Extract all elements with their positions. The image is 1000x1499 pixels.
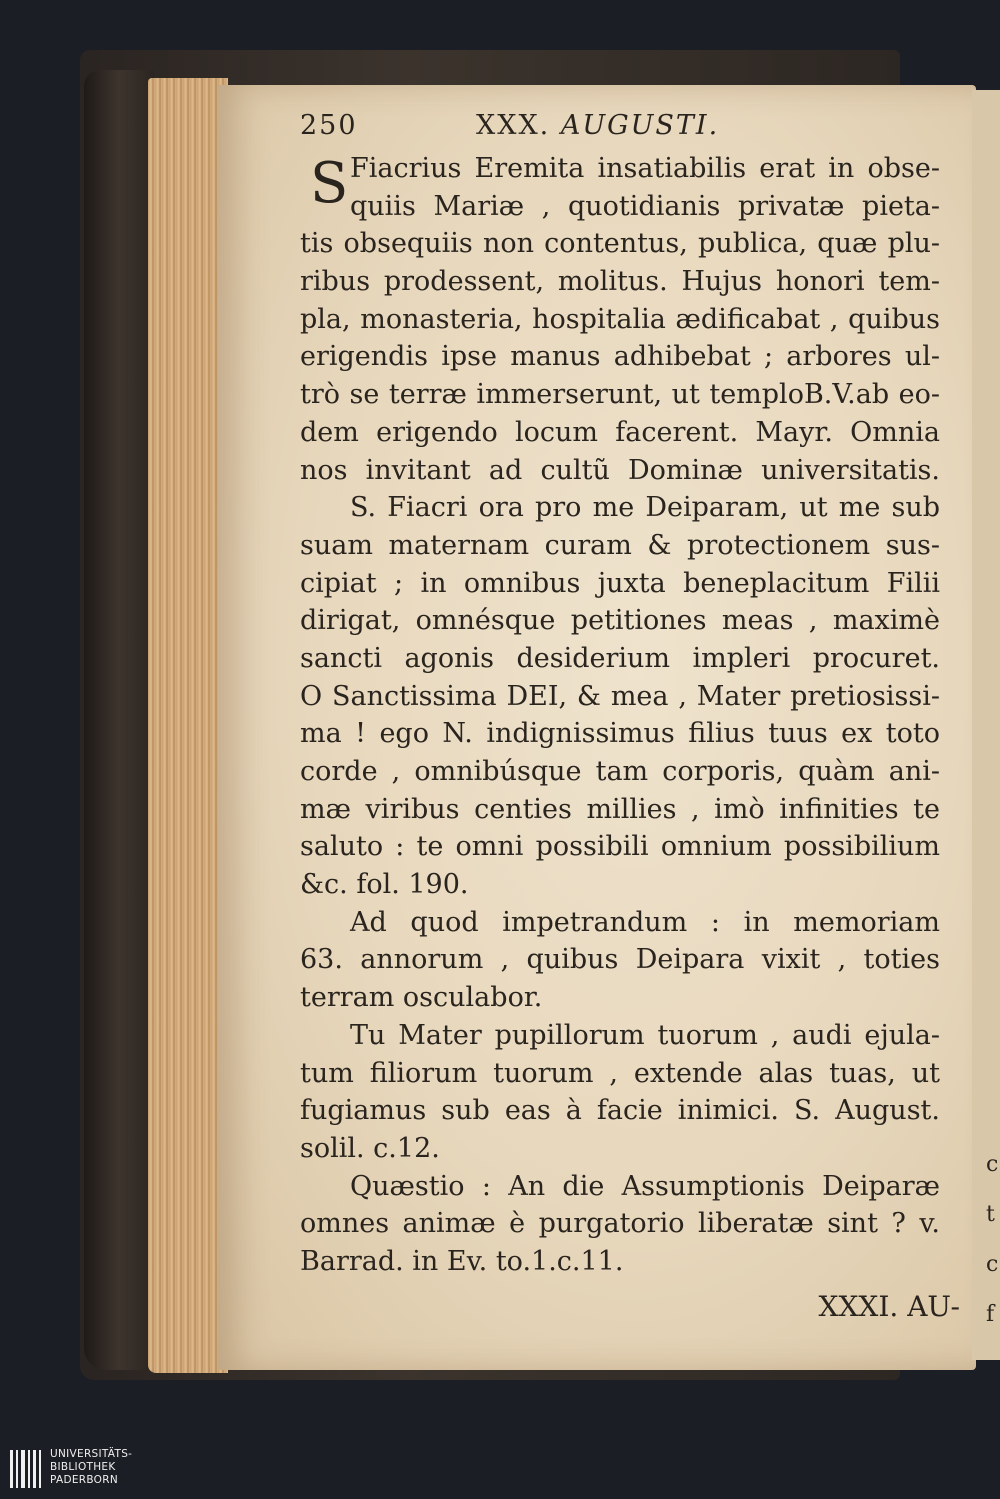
text-line: erigendis ipse manus adhibebat ; arbores ul- (300, 341, 940, 373)
text-line: solil. c.12. (300, 1132, 440, 1164)
text-line: Tu Mater pupillorum tuorum , audi ejula- (350, 1019, 940, 1051)
text-line: tum filiorum tuorum , extende alas tuas, ut (300, 1057, 940, 1089)
text-line: quiis Mariæ , quotidianis privatæ pieta- (350, 190, 940, 222)
text-line: dem erigendo locum facerent. Mayr. Omnia (300, 416, 940, 448)
text-line: dirigat, omnésque petitiones meas , maximè (300, 605, 940, 637)
text-line: pla, monasteria, hospitalia ædificabat , quibus (300, 303, 940, 335)
text-line: suam maternam curam & protectionem sus- (300, 529, 940, 561)
text-line: mæ viribus centies millies , imò infinities te (300, 793, 940, 825)
page-title: XXX. AUGUSTI. (476, 110, 720, 141)
text-line: S. Fiacri ora pro me Deiparam, ut me sub (350, 492, 940, 524)
drop-capital: S (310, 151, 349, 216)
text-line: 63. annorum , quibus Deipara vixit , toties (300, 944, 940, 976)
text-line: saluto : te omni possibili omnium possibilium (300, 831, 940, 863)
text-line: Ad quod impetrandum : in memoriam (350, 906, 940, 938)
library-name: UNIVERSITÄTS- BIBLIOTHEK PADERBORN (50, 1448, 133, 1486)
text-line: tis obsequiis non contentus, publica, quæ plu- (300, 228, 940, 260)
text-line: Barrad. in Ev. to.1.c.11. (300, 1245, 624, 1277)
catchword: XXXI. AU- (818, 1290, 960, 1323)
text-line: fugiamus sub eas à facie inimici. S. August. (300, 1095, 940, 1127)
library-logo (10, 1448, 170, 1490)
facing-page-fragment: c t c f (986, 1152, 999, 1327)
text-line: omnes animæ è purgatorio liberatæ sint ? v. (300, 1208, 940, 1240)
text-line: nos invitant ad cultũ Dominæ universitatis. (300, 454, 940, 486)
library-logo-icon (10, 1450, 42, 1488)
text-line: corde , omnibúsque tam corporis, quàm ani- (300, 756, 940, 787)
text-line: Quæstio : An die Assumptionis Deiparæ (350, 1170, 940, 1202)
book-spine (84, 70, 154, 1370)
text-line: terram osculabor. (300, 982, 543, 1014)
page-text (300, 110, 940, 1281)
running-header (300, 110, 940, 150)
text-line: trò se terræ immerserunt, ut temploB.V.ab eo- (300, 379, 940, 411)
page-edges (148, 78, 228, 1373)
text-line: sancti agonis desiderium impleri procuret. (300, 642, 940, 674)
page-number: 250 (300, 110, 358, 141)
text-line: cipiat ; in omnibus juxta beneplacitum Filii (300, 567, 940, 599)
text-line: O Sanctissima DEI, & mea , Mater pretiosissi- (300, 680, 940, 712)
text-line: &c. fol. 190. (300, 869, 469, 901)
text-line: ribus prodessent, molitus. Hujus honori tem- (300, 266, 940, 298)
text-line: ma ! ego N. indignissimus filius tuus ex toto (300, 718, 940, 750)
text-line: Fiacrius Eremita insatiabilis erat in obse- (350, 153, 940, 184)
